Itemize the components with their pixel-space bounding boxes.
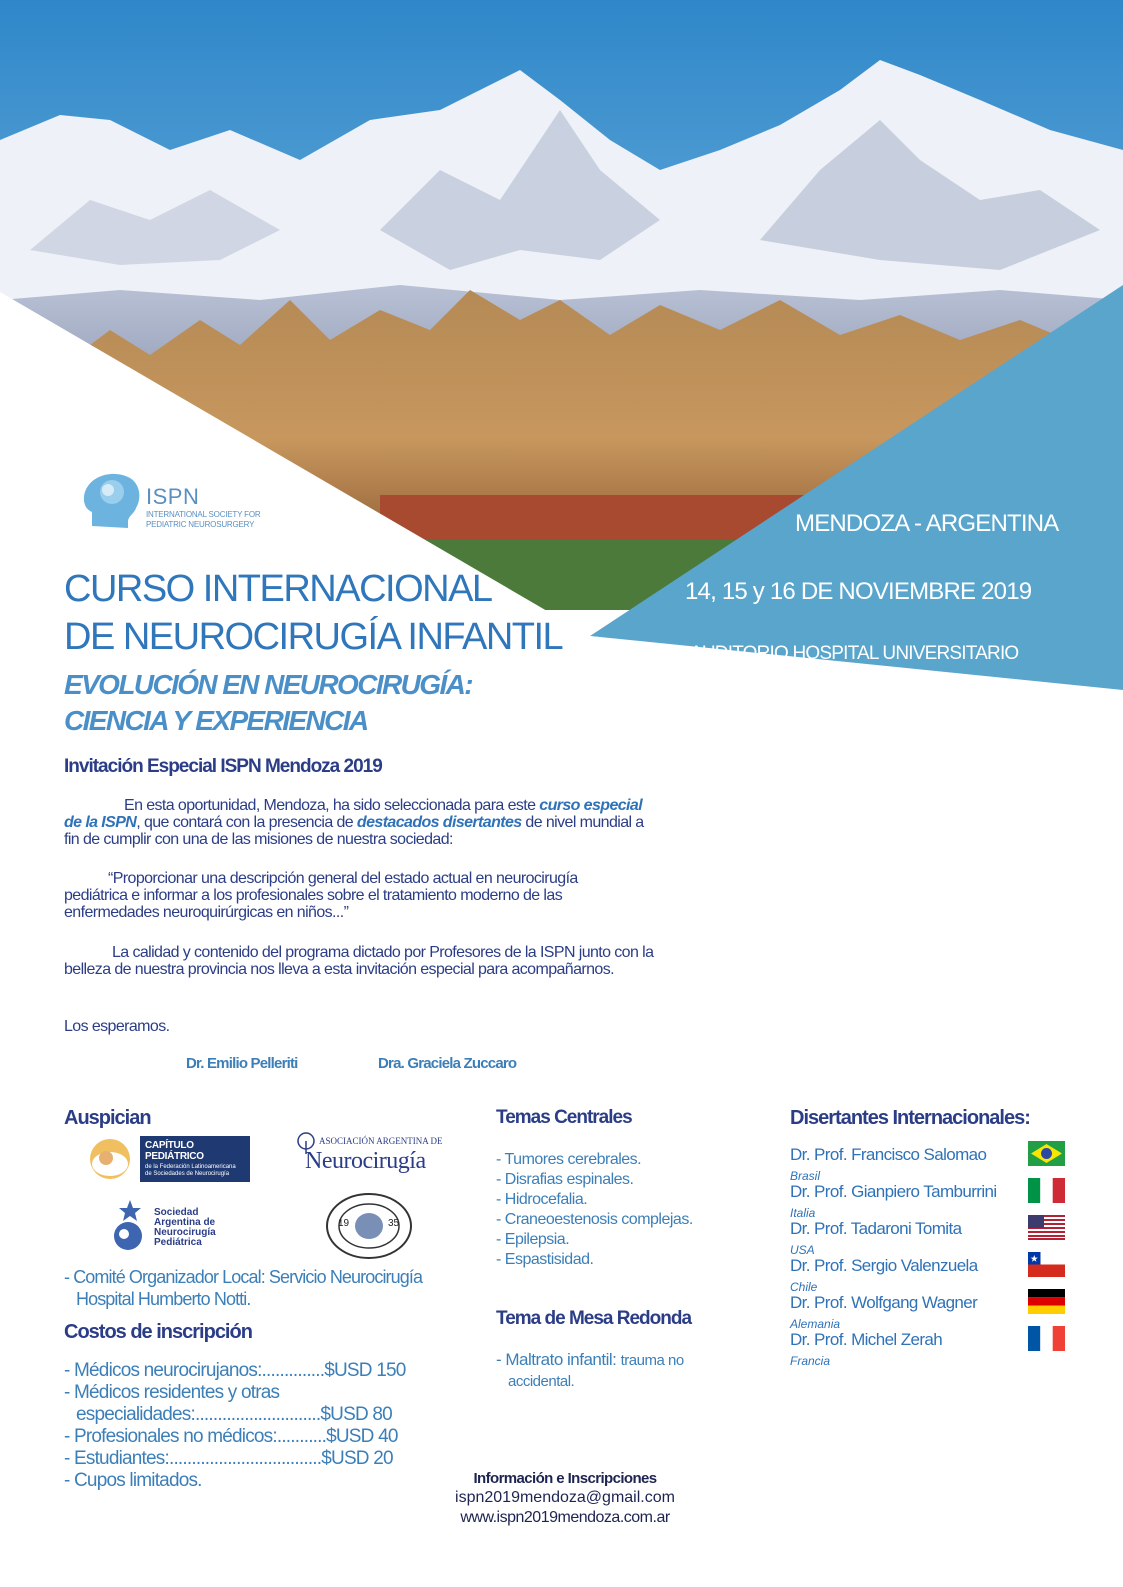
event-dates: 14, 15 y 16 DE NOVIEMBRE 2019 xyxy=(685,578,1032,605)
page-title-line1: CURSO INTERNACIONAL xyxy=(64,568,492,610)
costs-heading: Costos de inscripción xyxy=(64,1321,252,1343)
invitation-paragraph-3: La calidad y contenido del programa dictado por Profesores de la ISPN junto con la belleza de nuestra provincia nos lleva a esta invitación especial para acompañarnos. xyxy=(64,944,654,978)
round-table-topic: - Maltrato infantil: xyxy=(496,1350,617,1369)
capitulo-pediatrico-banner xyxy=(140,1136,250,1182)
invitation-p1-text-c: de nivel mundial a fin de cumplir con una de las misiones de nuestra sociedad: xyxy=(64,814,644,848)
topics-list xyxy=(496,1150,736,1270)
topic-item: - Espastisidad. xyxy=(496,1251,594,1268)
aan-top-text: ASOCIACIÓN ARGENTINA DE xyxy=(319,1136,443,1146)
capitulo-sub2: de Sociedades de Neurocirugía xyxy=(145,1171,230,1177)
invitation-p1-emph-a: curso especial de la ISPN xyxy=(64,797,643,831)
speaker-name: Dr. Prof. Wolfgang Wagner xyxy=(790,1293,978,1312)
topics-heading: Temas Centrales xyxy=(496,1107,632,1128)
contact-block xyxy=(400,1470,730,1527)
speaker-country: Brasil xyxy=(790,1169,821,1183)
event-location: MENDOZA - ARGENTINA xyxy=(795,510,1059,537)
round-table-detail: trauma no xyxy=(620,1352,684,1369)
contact-website[interactable]: www.ispn2019mendoza.com.ar xyxy=(460,1509,670,1526)
speaker-country: Chile xyxy=(790,1280,818,1294)
sanp-line4: Pediátrica xyxy=(154,1237,202,1248)
round-table-line2: accidental. xyxy=(508,1373,575,1390)
stars-child-logo-icon xyxy=(110,1198,150,1254)
usa-flag-icon xyxy=(1028,1215,1065,1240)
event-venue: AUDITORIO HOSPITAL UNIVERSITARIO xyxy=(690,643,1019,664)
invitation-p1-emph-b: destacados disertantes xyxy=(356,814,522,831)
round-table-heading: Tema de Mesa Redonda xyxy=(496,1308,692,1329)
brazil-flag-icon xyxy=(1028,1141,1065,1166)
invitation-p1-text-b: , que contará con la presencia de xyxy=(136,814,357,831)
speaker-name: Dr. Prof. Tadaroni Tomita xyxy=(790,1219,962,1238)
invitation-heading: Invitación Especial ISPN Mendoza 2019 xyxy=(64,756,382,777)
page-title-line2: DE NEUROCIRUGÍA INFANTIL xyxy=(64,616,563,658)
sanp-line1: Sociedad xyxy=(154,1207,199,1218)
cost-item: - Profesionales no médicos:...........$USD 40 xyxy=(64,1426,398,1447)
topic-item: - Craneoestenosis complejas. xyxy=(496,1211,693,1228)
topic-item: - Disrafias espinales. xyxy=(496,1171,634,1188)
aan-main-text: Neurocirugía xyxy=(305,1148,426,1174)
invitation-paragraph-1 xyxy=(64,797,654,848)
contact-email[interactable]: ispn2019mendoza@gmail.com xyxy=(455,1489,675,1506)
seal-right-number: 35 xyxy=(388,1218,400,1229)
topic-item: - Hidrocefalia. xyxy=(496,1191,588,1208)
speaker-name: Dr. Prof. Michel Zerah xyxy=(790,1330,943,1349)
topic-item: - Tumores cerebrales. xyxy=(496,1151,642,1168)
speaker-list xyxy=(790,1145,1070,1375)
cost-item: - Médicos neurocirujanos:..............$USD 150 xyxy=(64,1360,406,1381)
ispn-acronym: ISPN xyxy=(146,484,200,509)
subtitle-line1: EVOLUCIÓN EN NEUROCIRUGÍA: xyxy=(64,669,472,700)
topic-item: - Epilepsia. xyxy=(496,1231,570,1248)
ispn-logo xyxy=(78,468,288,532)
invitation-p1-text-a: En esta oportunidad, Mendoza, ha sido seleccionada para este xyxy=(124,797,540,814)
organizing-committee-line2: Hospital Humberto Notti. xyxy=(76,1289,251,1309)
speaker-name: Dr. Prof. Sergio Valenzuela xyxy=(790,1256,978,1275)
subtitle-line2: CIENCIA Y EXPERIENCIA xyxy=(64,705,368,736)
sponsor-logo-aan xyxy=(295,1132,460,1180)
capitulo-sub1: de la Federación Latinoamericana xyxy=(145,1164,236,1170)
sponsor-logo-capitulo-pediatrico xyxy=(80,1136,250,1182)
invitation-closing: Los esperamos. xyxy=(64,1018,170,1035)
seal-left-number: 19 xyxy=(338,1218,350,1229)
ispn-head-logo-icon xyxy=(78,468,148,532)
ispn-tagline-line1: INTERNATIONAL SOCIETY FOR xyxy=(146,510,261,519)
contact-heading: Información e Inscripciones xyxy=(473,1470,657,1487)
signer-2: Dra. Graciela Zuccaro xyxy=(378,1055,517,1072)
cost-item: - Cupos limitados. xyxy=(64,1470,202,1491)
round-table-line1 xyxy=(496,1350,684,1371)
cost-item: especialidades:............................$USD 80 xyxy=(76,1404,392,1425)
france-flag-icon xyxy=(1028,1326,1065,1351)
organizing-committee-line1: - Comité Organizador Local: Servicio Neurocirugía xyxy=(64,1267,423,1287)
speaker-country: Alemania xyxy=(790,1317,841,1331)
chile-flag-icon xyxy=(1028,1252,1065,1277)
invitation-paragraph-2: “Proporcionar una descripción general del estado actual en neurocirugía pediátrica e informar a los profesionales sobre el tratamiento moderno de las enfermedades neuroquirúrgicas en niños...” xyxy=(64,870,578,921)
speakers-heading: Disertantes Internacionales: xyxy=(790,1107,1030,1129)
sponsors-heading: Auspician xyxy=(64,1107,151,1129)
cost-item: - Médicos residentes y otras xyxy=(64,1382,280,1403)
sponsor-logo-seal xyxy=(324,1192,414,1260)
speaker-name: Dr. Prof. Francisco Salomao xyxy=(790,1145,987,1164)
sponsor-logo-sanp xyxy=(110,1198,260,1254)
speaker-name: Dr. Prof. Gianpiero Tamburrini xyxy=(790,1182,997,1201)
cost-item: - Estudiantes:..................................$USD 20 xyxy=(64,1448,393,1469)
germany-flag-icon xyxy=(1028,1289,1065,1314)
ispn-tagline-line2: PEDIATRIC NEUROSURGERY xyxy=(146,520,255,529)
speaker-country: Francia xyxy=(790,1354,831,1368)
sanp-line3: Neurocirugía xyxy=(154,1227,216,1238)
sanp-line2: Argentina de xyxy=(154,1217,216,1228)
baby-logo-icon xyxy=(80,1136,140,1182)
speaker-country: Italia xyxy=(790,1206,816,1220)
italy-flag-icon xyxy=(1028,1178,1065,1203)
capitulo-title: CAPÍTULO PEDIÁTRICO xyxy=(145,1140,204,1162)
signer-1: Dr. Emilio Pelleriti xyxy=(186,1055,298,1072)
speaker-country: USA xyxy=(790,1243,815,1257)
